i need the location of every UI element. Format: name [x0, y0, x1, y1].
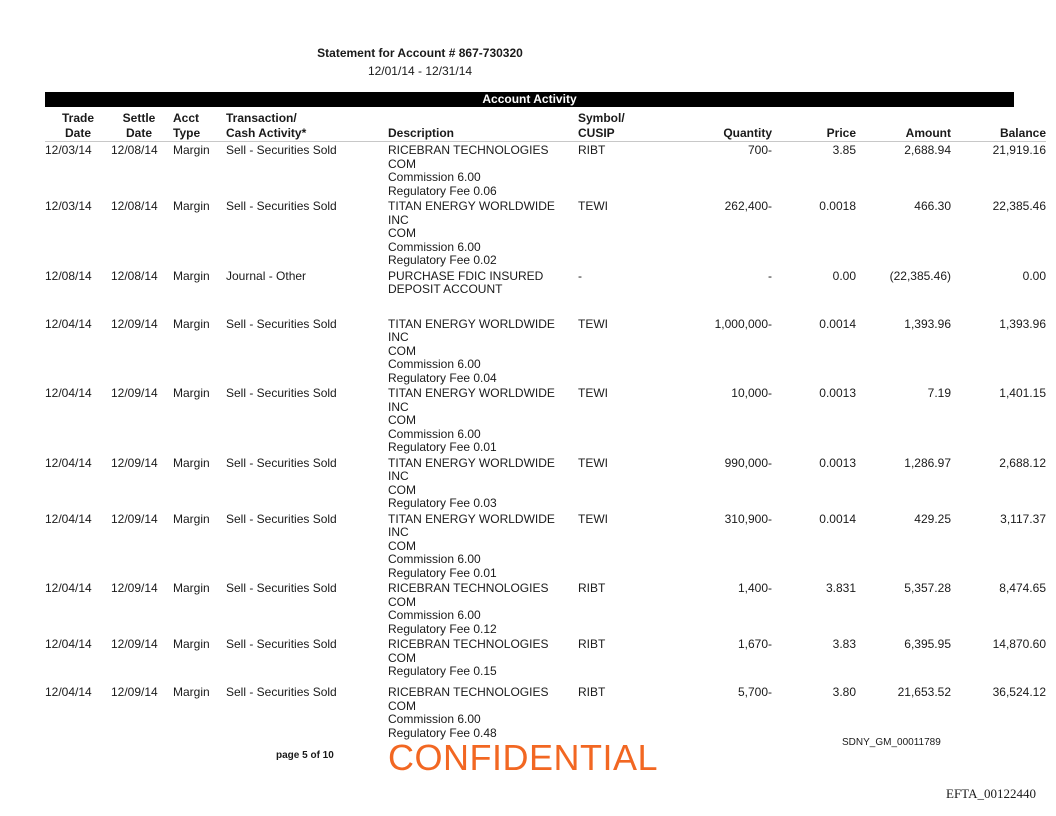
col-settle-date: Settle Date [111, 108, 167, 142]
symbol-cell: TEWI [578, 455, 608, 470]
symbol-cell: RIBT [578, 637, 606, 651]
description-line: Regulatory Fee 0.01 [388, 565, 497, 580]
description-line: RICEBRAN TECHNOLOGIES [388, 581, 549, 595]
statement-title: Statement for Account # 867-730320 [317, 46, 523, 60]
trade-date-cell: 12/04/14 [45, 386, 92, 400]
col-symbol: Symbol/ CUSIP [578, 108, 648, 142]
description-line: Regulatory Fee 0.01 [388, 440, 497, 454]
description-line: TITAN ENERGY WORLDWIDE INC [388, 455, 555, 483]
description-line: Commission 6.00 [388, 426, 481, 441]
symbol-cell: TEWI [578, 386, 608, 400]
description-line: Regulatory Fee 0.03 [388, 496, 497, 510]
quantity-cell: 262,400- [724, 199, 772, 213]
symbol-cell: RIBT [578, 581, 606, 595]
settle-date-cell: 12/09/14 [111, 581, 158, 595]
amount-cell: 1,286.97 [904, 455, 951, 470]
quantity-cell: 310,900- [724, 511, 772, 526]
price-cell: 3.831 [825, 581, 856, 595]
trade-date-cell: 12/08/14 [45, 268, 92, 283]
table-row [45, 268, 1046, 316]
acct-type-cell: Margin [173, 386, 210, 400]
col-amount: Amount [856, 108, 951, 142]
balance-cell: 0.00 [1022, 268, 1046, 283]
description-line: Commission 6.00 [388, 712, 481, 726]
quantity-cell: 1,400- [737, 581, 772, 595]
amount-cell: 5,357.28 [904, 581, 951, 595]
settle-date-cell: 12/09/14 [111, 511, 158, 526]
description-cell [388, 142, 578, 199]
description-line: COM [388, 594, 416, 609]
col-quantity: Quantity [648, 108, 772, 142]
acct-type-cell: Margin [173, 581, 210, 595]
description-line: COM [388, 482, 416, 497]
acct-type-cell: Margin [173, 511, 210, 526]
table-row [45, 684, 1046, 740]
trade-date-cell: 12/04/14 [45, 637, 92, 651]
description-line: COM [388, 650, 416, 665]
description-cell [388, 198, 578, 268]
transaction-cell: Sell - Securities Sold [226, 316, 337, 331]
quantity-cell: - [768, 268, 772, 283]
col-transaction: Transaction/ Cash Activity* [220, 108, 388, 142]
col-balance: Balance [951, 108, 1046, 142]
symbol-cell: TEWI [578, 511, 608, 526]
description-line: Commission 6.00 [388, 552, 481, 566]
amount-cell: 429.25 [914, 511, 951, 526]
acct-type-cell: Margin [173, 199, 210, 213]
description-line: Regulatory Fee 0.12 [388, 621, 497, 636]
description-line: Commission 6.00 [388, 608, 481, 622]
table-row [45, 198, 1046, 268]
quantity-cell: 1,670- [737, 637, 772, 651]
price-cell: 3.80 [832, 685, 856, 699]
description-line: COM [388, 156, 416, 171]
amount-cell: 21,653.52 [897, 685, 951, 699]
acct-type-cell: Margin [173, 455, 210, 470]
balance-cell: 21,919.16 [992, 143, 1046, 157]
description-line: Commission 6.00 [388, 357, 481, 371]
table-row [45, 385, 1046, 455]
description-line: COM [388, 698, 416, 713]
description-line: RICEBRAN TECHNOLOGIES [388, 143, 549, 157]
acct-type-cell: Margin [173, 268, 210, 283]
transaction-cell: Sell - Securities Sold [226, 511, 337, 526]
description-line: TITAN ENERGY WORLDWIDE INC [388, 199, 555, 227]
trade-date-cell: 12/04/14 [45, 685, 92, 699]
settle-date-cell: 12/09/14 [111, 316, 158, 331]
page-number: page 5 of 10 [276, 750, 334, 761]
description-cell [388, 511, 578, 581]
confidential-stamp: CONFIDENTIAL [388, 737, 659, 778]
balance-cell: 14,870.60 [992, 637, 1046, 651]
transaction-cell: Sell - Securities Sold [226, 685, 337, 699]
description-line: DEPOSIT ACCOUNT [388, 282, 503, 296]
balance-cell: 2,688.12 [999, 455, 1046, 470]
trade-date-cell: 12/03/14 [45, 199, 92, 213]
settle-date-cell: 12/09/14 [111, 637, 158, 651]
description-line: Regulatory Fee 0.15 [388, 664, 497, 678]
symbol-cell: TEWI [578, 199, 608, 213]
amount-cell: 7.19 [927, 386, 951, 400]
symbol-cell: TEWI [578, 316, 608, 331]
balance-cell: 1,393.96 [999, 316, 1046, 331]
document-id: SDNY_GM_00011789 [842, 737, 941, 748]
description-line: Regulatory Fee 0.02 [388, 253, 497, 267]
account-activity-table [45, 108, 1046, 740]
col-acct-type: Acct Type [167, 108, 220, 142]
transaction-cell: Sell - Securities Sold [226, 581, 337, 595]
description-line: Commission 6.00 [388, 170, 481, 184]
description-cell [388, 455, 578, 511]
quantity-cell: 990,000- [724, 455, 772, 470]
symbol-cell: RIBT [578, 685, 606, 699]
statement-period: 12/01/14 - 12/31/14 [367, 64, 473, 78]
transaction-cell: Journal - Other [226, 268, 307, 283]
trade-date-cell: 12/03/14 [45, 143, 92, 157]
description-line: COM [388, 226, 416, 240]
acct-type-cell: Margin [173, 316, 210, 331]
description-line: COM [388, 343, 416, 358]
description-cell [388, 385, 578, 455]
settle-date-cell: 12/09/14 [111, 386, 158, 400]
table-row [45, 316, 1046, 386]
quantity-cell: 1,000,000- [714, 316, 772, 331]
amount-cell: 466.30 [914, 199, 951, 213]
trade-date-cell: 12/04/14 [45, 581, 92, 595]
settle-date-cell: 12/09/14 [111, 685, 158, 699]
balance-cell: 22,385.46 [992, 199, 1046, 213]
description-line: Commission 6.00 [388, 239, 481, 254]
trade-date-cell: 12/04/14 [45, 455, 92, 470]
transaction-cell: Sell - Securities Sold [226, 455, 337, 470]
transaction-cell: Sell - Securities Sold [226, 199, 337, 213]
price-cell: 3.85 [832, 143, 856, 157]
section-banner: Account Activity [45, 92, 1014, 107]
description-cell [388, 636, 578, 684]
description-line: TITAN ENERGY WORLDWIDE INC [388, 511, 555, 539]
amount-cell: 6,395.95 [904, 637, 951, 651]
description-cell [388, 316, 578, 386]
transaction-cell: Sell - Securities Sold [226, 386, 337, 400]
table-row [45, 580, 1046, 636]
price-cell: 0.0018 [819, 199, 856, 213]
symbol-cell: RIBT [578, 143, 606, 157]
balance-cell: 8,474.65 [999, 581, 1046, 595]
price-cell: 0.0014 [819, 316, 856, 331]
description-line: Regulatory Fee 0.06 [388, 183, 497, 198]
quantity-cell: 5,700- [737, 685, 772, 699]
description-line: COM [388, 538, 416, 553]
symbol-cell: - [578, 268, 582, 283]
description-line: RICEBRAN TECHNOLOGIES [388, 637, 549, 651]
settle-date-cell: 12/08/14 [111, 199, 158, 213]
amount-cell: 2,688.94 [904, 143, 951, 157]
amount-cell: 1,393.96 [904, 316, 951, 331]
acct-type-cell: Margin [173, 143, 210, 157]
description-line: COM [388, 413, 416, 427]
table-header-row [45, 108, 1046, 142]
acct-type-cell: Margin [173, 637, 210, 651]
price-cell: 0.0013 [819, 455, 856, 470]
description-cell [388, 684, 578, 740]
description-line: Regulatory Fee 0.48 [388, 725, 497, 740]
quantity-cell: 10,000- [731, 386, 772, 400]
col-description: Description [388, 108, 578, 142]
price-cell: 0.00 [832, 268, 856, 283]
table-row [45, 142, 1046, 199]
description-cell [388, 268, 578, 316]
description-line: TITAN ENERGY WORLDWIDE INC [388, 316, 555, 344]
balance-cell: 36,524.12 [992, 685, 1046, 699]
amount-cell: (22,385.46) [889, 268, 951, 283]
description-line: TITAN ENERGY WORLDWIDE INC [388, 386, 555, 414]
description-line: Regulatory Fee 0.04 [388, 370, 497, 385]
col-price: Price [772, 108, 856, 142]
description-cell [388, 580, 578, 636]
trade-date-cell: 12/04/14 [45, 316, 92, 331]
price-cell: 0.0014 [819, 511, 856, 526]
table-row [45, 455, 1046, 511]
description-line: PURCHASE FDIC INSURED [388, 268, 544, 283]
settle-date-cell: 12/09/14 [111, 455, 158, 470]
transaction-cell: Sell - Securities Sold [226, 637, 337, 651]
balance-cell: 1,401.15 [999, 386, 1046, 400]
bates-number: EFTA_00122440 [946, 786, 1036, 801]
settle-date-cell: 12/08/14 [111, 143, 158, 157]
col-trade-date: Trade Date [45, 108, 111, 142]
settle-date-cell: 12/08/14 [111, 268, 158, 283]
trade-date-cell: 12/04/14 [45, 511, 92, 526]
price-cell: 0.0013 [819, 386, 856, 400]
table-row [45, 636, 1046, 684]
quantity-cell: 700- [747, 143, 772, 157]
table-row [45, 511, 1046, 581]
price-cell: 3.83 [832, 637, 856, 651]
balance-cell: 3,117.37 [1000, 511, 1046, 526]
description-line: RICEBRAN TECHNOLOGIES [388, 685, 549, 699]
transaction-cell: Sell - Securities Sold [226, 143, 337, 157]
acct-type-cell: Margin [173, 685, 210, 699]
